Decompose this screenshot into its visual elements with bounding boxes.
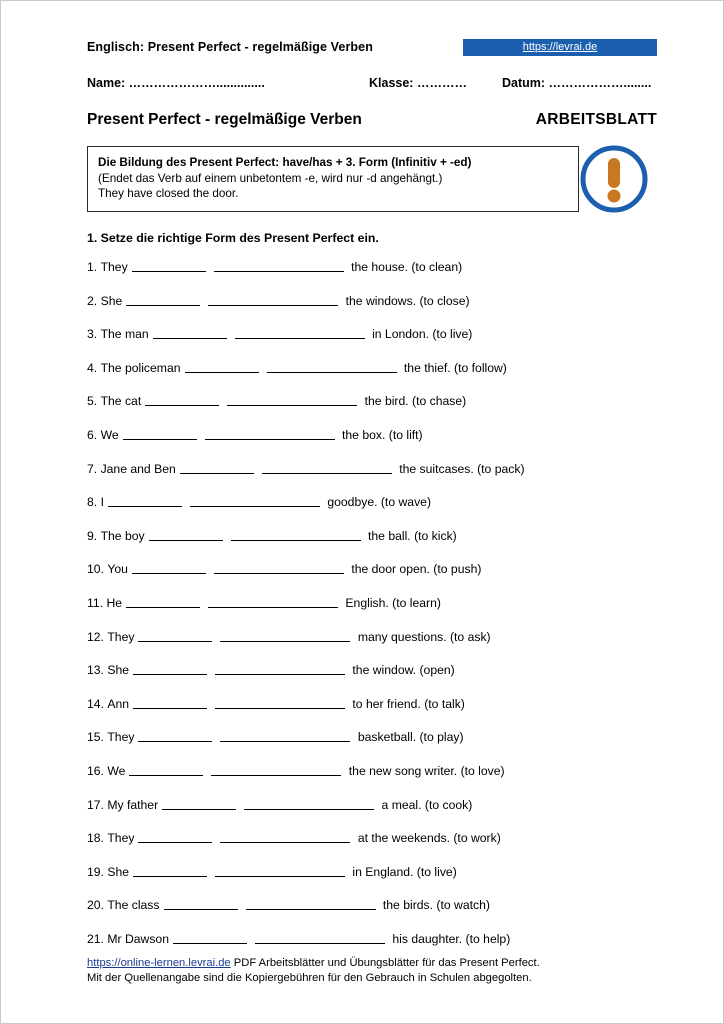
exercise-number: 6. [87, 427, 98, 442]
exercise-number: 8. [87, 495, 98, 510]
exercise-rest: the door open. (to push) [351, 562, 482, 577]
exercise-subject: Ann [107, 696, 130, 711]
answer-blank-participle[interactable] [220, 729, 350, 742]
exercise-item [87, 427, 657, 461]
exercise-rest: his daughter. (to help) [392, 931, 511, 946]
exercise-rest: the windows. (to close) [345, 293, 470, 308]
footer-line-2: Mit der Quellenangabe sind die Kopiergebühren für den Gebrauch in Schulen abgegolten. [87, 971, 532, 984]
footer-line-1 [87, 956, 667, 971]
exercise-rest: to her friend. (to talk) [352, 696, 465, 711]
answer-blank-participle[interactable] [227, 393, 357, 406]
exercise-number: 5. [87, 394, 98, 409]
answer-blank-auxiliary[interactable] [108, 494, 182, 507]
answer-blank-auxiliary[interactable] [138, 830, 212, 843]
footer-line-1-rest: PDF Arbeitsblätter und Übungsblätter für das Present Perfect. [230, 957, 540, 969]
exercise-number: 2. [87, 293, 98, 308]
answer-blank-auxiliary[interactable] [180, 461, 254, 474]
exercise-rest: the birds. (to watch) [382, 898, 490, 913]
answer-blank-participle[interactable] [205, 427, 335, 440]
exercise-subject: He [106, 595, 123, 610]
exercise-number: 20. [87, 898, 104, 913]
answer-blank-participle[interactable] [244, 797, 374, 810]
answer-blank-participle[interactable] [262, 461, 392, 474]
exercise-number: 1. [87, 260, 98, 274]
exercise-item [87, 797, 657, 831]
exercise-number: 13. [87, 663, 104, 678]
answer-blank-participle[interactable] [231, 528, 361, 541]
answer-blank-participle[interactable] [220, 629, 350, 642]
exercise-number: 16. [87, 763, 104, 778]
exercise-rest: the ball. (to kick) [368, 528, 457, 543]
answer-blank-participle[interactable] [215, 696, 345, 709]
exercise-number: 21. [87, 931, 104, 946]
levrai-url-label[interactable]: https://levrai.de [522, 41, 598, 53]
exercise-number: 18. [87, 831, 104, 846]
answer-blank-auxiliary[interactable] [126, 595, 200, 608]
exercise-rest: at the weekends. (to work) [357, 831, 501, 846]
exercise-item [87, 830, 657, 864]
exercise-item [87, 897, 657, 931]
answer-blank-participle[interactable] [215, 864, 345, 877]
exercise-item [87, 864, 657, 898]
answer-blank-auxiliary[interactable] [126, 293, 200, 306]
exercise-number: 17. [87, 797, 104, 812]
exercise-rest: the new song writer. (to love) [348, 763, 505, 778]
exercise-subject: The policeman [100, 360, 181, 375]
exercise-rest: English. (to learn) [345, 595, 441, 610]
exercise-number: 4. [87, 360, 98, 375]
answer-blank-auxiliary[interactable] [129, 763, 203, 776]
info-section [87, 146, 657, 212]
exercise-rest: many questions. (to ask) [357, 629, 491, 644]
exercise-number: 11. [87, 595, 104, 610]
exercise-rest: goodbye. (to wave) [327, 495, 431, 510]
answer-blank-participle[interactable] [255, 931, 385, 944]
exercise-subject: Mr Dawson [107, 931, 169, 946]
info-line-3: They have closed the door. [98, 187, 239, 200]
exercise-subject: The man [100, 327, 149, 342]
exercise-number: 7. [87, 461, 98, 476]
datum-field-label[interactable]: Datum: ………………........ [502, 76, 652, 90]
info-line-2: (Endet das Verb auf einem unbetontem -e, wird nur -d angehängt.) [98, 171, 443, 185]
answer-blank-auxiliary[interactable] [162, 797, 236, 810]
exercise-subject: They [107, 629, 135, 644]
answer-blank-auxiliary[interactable] [145, 393, 219, 406]
answer-blank-auxiliary[interactable] [133, 864, 207, 877]
answer-blank-participle[interactable] [220, 830, 350, 843]
exercise-subject: She [100, 293, 123, 308]
grammar-info-box [87, 146, 579, 212]
answer-blank-auxiliary[interactable] [138, 629, 212, 642]
exercise-rest: in England. (to live) [352, 864, 457, 879]
student-meta-row [87, 76, 657, 90]
exercise-item [87, 259, 657, 293]
exercise-item [87, 293, 657, 327]
answer-blank-auxiliary[interactable] [153, 326, 227, 339]
exercise-subject: The class [107, 898, 160, 913]
answer-blank-auxiliary[interactable] [164, 897, 238, 910]
answer-blank-auxiliary[interactable] [123, 427, 197, 440]
levrai-url-button[interactable] [463, 39, 657, 56]
exercise-list [87, 259, 657, 964]
answer-blank-auxiliary[interactable] [138, 729, 212, 742]
exercise-number: 3. [87, 327, 98, 342]
exercise-subject: The cat [100, 394, 142, 409]
answer-blank-participle[interactable] [208, 595, 338, 608]
klasse-field-label[interactable]: Klasse: ………… [369, 76, 467, 90]
exercise-rest: the window. (open) [352, 663, 455, 678]
exercise-number: 19. [87, 864, 104, 879]
document-kind-label: ARBEITSBLATT [535, 111, 657, 128]
exercise-rest: the house. (to clean) [351, 260, 463, 274]
exercise-item [87, 393, 657, 427]
answer-blank-auxiliary[interactable] [133, 696, 207, 709]
exercise-subject: They [107, 730, 135, 745]
exercise-rest: the suitcases. (to pack) [399, 461, 525, 476]
exercise-item [87, 494, 657, 528]
answer-blank-participle[interactable] [215, 662, 345, 675]
exercise-subject: Jane and Ben [100, 461, 176, 476]
exercise-item [87, 696, 657, 730]
exercise-item [87, 662, 657, 696]
exercise-subject: We [100, 427, 119, 442]
answer-blank-participle[interactable] [267, 360, 397, 373]
exercise-item [87, 461, 657, 495]
page-title: Present Perfect - regelmäßige Verben [87, 111, 362, 128]
exercise-item [87, 528, 657, 562]
exercise-subject: They [107, 831, 135, 846]
answer-blank-auxiliary[interactable] [185, 360, 259, 373]
task-heading: 1. Setze die richtige Form des Present Perfect ein. [87, 231, 379, 245]
answer-blank-participle[interactable] [214, 561, 344, 574]
exercise-subject: They [100, 260, 128, 274]
name-field-label[interactable]: Name: ………………….............. [87, 76, 265, 90]
answer-blank-auxiliary[interactable] [133, 662, 207, 675]
exercise-item [87, 629, 657, 663]
exclamation-mark-icon [577, 142, 651, 216]
answer-blank-auxiliary[interactable] [149, 528, 223, 541]
answer-blank-participle[interactable] [208, 293, 338, 306]
exercise-subject: I [100, 495, 104, 510]
exercise-number: 12. [87, 629, 104, 644]
exercise-number: 14. [87, 696, 104, 711]
answer-blank-auxiliary[interactable] [173, 931, 247, 944]
exercise-subject: We [107, 763, 126, 778]
exercise-item [87, 763, 657, 797]
exercise-rest: basketball. (to play) [357, 730, 464, 745]
exercise-subject: She [107, 864, 130, 879]
exercise-rest: the box. (to lift) [342, 427, 423, 442]
exercise-item [87, 360, 657, 394]
title-row [87, 111, 657, 129]
answer-blank-auxiliary[interactable] [132, 259, 206, 272]
answer-blank-participle[interactable] [246, 897, 376, 910]
answer-blank-participle[interactable] [211, 763, 341, 776]
header-subject-title: Englisch: Present Perfect - regelmäßige Verben [87, 40, 373, 54]
exercise-item [87, 729, 657, 763]
info-line-1: Die Bildung des Present Perfect: have/has + 3. Form (Infinitiv + -ed) [98, 156, 472, 169]
answer-blank-participle[interactable] [214, 259, 344, 272]
header [87, 37, 657, 57]
answer-blank-participle[interactable] [235, 326, 365, 339]
answer-blank-auxiliary[interactable] [132, 561, 206, 574]
exercise-rest: a meal. (to cook) [381, 797, 473, 812]
exercise-subject: My father [107, 797, 159, 812]
exercise-rest: the bird. (to chase) [364, 394, 467, 409]
exercise-subject: She [107, 663, 130, 678]
exercise-item [87, 561, 657, 595]
page-content [87, 37, 657, 964]
exercise-number: 15. [87, 730, 104, 745]
answer-blank-participle[interactable] [190, 494, 320, 507]
exercise-item [87, 595, 657, 629]
exercise-item [87, 326, 657, 360]
footer [87, 956, 667, 985]
exercise-subject: You [107, 562, 128, 577]
footer-link[interactable]: https://online-lernen.levrai.de [87, 957, 231, 969]
exercise-rest: the thief. (to follow) [403, 360, 507, 375]
exercise-number: 10. [87, 562, 104, 577]
exercise-subject: The boy [100, 528, 145, 543]
exercise-rest: in London. (to live) [372, 327, 473, 342]
exercise-number: 9. [87, 528, 98, 543]
